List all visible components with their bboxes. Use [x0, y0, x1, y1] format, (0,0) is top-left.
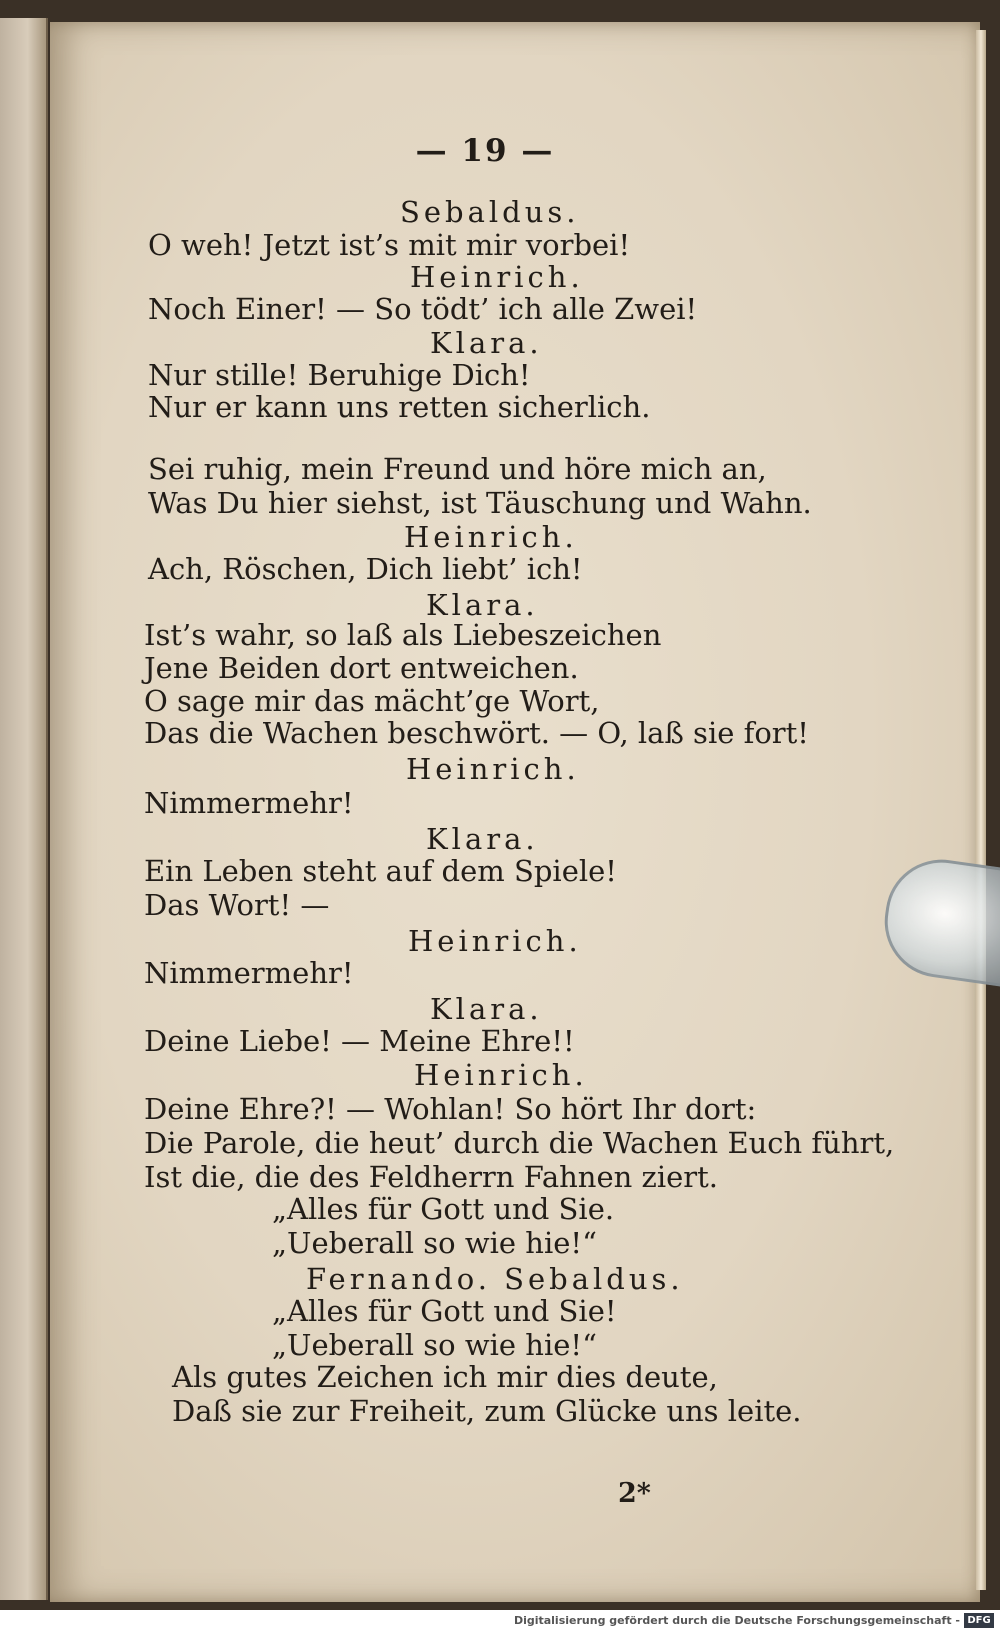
verse-line: Jene Beiden dort entweichen.	[144, 651, 579, 685]
speaker-heading: Fernando. Sebaldus.	[306, 1262, 684, 1296]
verse-line: Sei ruhig, mein Freund und höre mich an,	[148, 452, 767, 486]
verse-line: „Ueberall so wie hie!“	[272, 1328, 597, 1362]
verse-line: O weh! Jetzt ist’s mit mir vorbei!	[148, 228, 631, 262]
speaker-heading: Klara.	[430, 326, 543, 360]
verse-line: „Alles für Gott und Sie!	[272, 1294, 617, 1328]
verse-line: Das Wort! —	[144, 888, 330, 922]
speaker-heading: Sebaldus.	[400, 195, 580, 229]
printer-signature-mark: 2*	[618, 1478, 651, 1509]
verse-line: Ach, Röschen, Dich liebt’ ich!	[148, 552, 583, 586]
verse-line: Was Du hier siehst, ist Täuschung und Wahn.	[148, 486, 812, 520]
verse-line: Deine Liebe! — Meine Ehre!!	[144, 1024, 575, 1058]
speaker-heading: Klara.	[426, 588, 539, 622]
verse-line: Noch Einer! — So tödt’ ich alle Zwei!	[148, 292, 698, 326]
funding-notice: Digitalisierung gefördert durch die Deutsche Forschungsgemeinschaft -	[513, 1614, 960, 1627]
verse-line: „Alles für Gott und Sie.	[272, 1192, 615, 1226]
speaker-heading: Klara.	[426, 822, 539, 856]
speaker-heading: Klara.	[430, 992, 543, 1026]
verse-line: Als gutes Zeichen ich mir dies deute,	[172, 1360, 718, 1394]
verse-line: O sage mir das mächt’ge Wort,	[144, 684, 600, 718]
verse-line: Deine Ehre?! — Wohlan! So hört Ihr dort:	[144, 1092, 757, 1126]
speaker-heading: Heinrich.	[406, 752, 580, 786]
verse-line: Ist die, die des Feldherrn Fahnen ziert.	[144, 1160, 718, 1194]
verse-line: Nur stille! Beruhige Dich!	[148, 358, 531, 392]
speaker-heading: Heinrich.	[410, 260, 584, 294]
speaker-heading: Heinrich.	[404, 520, 578, 554]
dfg-logo-icon: DFG	[964, 1613, 994, 1628]
speaker-heading: Heinrich.	[408, 924, 582, 958]
verse-line: Ein Leben steht auf dem Spiele!	[144, 854, 617, 888]
speaker-heading: Heinrich.	[414, 1058, 588, 1092]
verse-line: Daß sie zur Freiheit, zum Glücke uns leite.	[172, 1394, 802, 1428]
verse-line: Ist’s wahr, so laß als Liebeszeichen	[144, 618, 662, 652]
page-fore-edge	[976, 30, 986, 1590]
digitization-footer	[0, 1610, 1000, 1633]
verse-line: Nimmermehr!	[144, 956, 354, 990]
verse-line: Die Parole, die heut’ durch die Wachen Euch führt,	[144, 1126, 895, 1160]
verse-line: Nimmermehr!	[144, 786, 354, 820]
page-number: — 19 —	[415, 133, 555, 169]
verse-line: Nur er kann uns retten sicherlich.	[148, 390, 651, 424]
verse-line: Das die Wachen beschwört. — O, laß sie fort!	[144, 716, 809, 750]
facing-page-edge	[0, 18, 48, 1600]
verse-line: „Ueberall so wie hie!“	[272, 1226, 597, 1260]
